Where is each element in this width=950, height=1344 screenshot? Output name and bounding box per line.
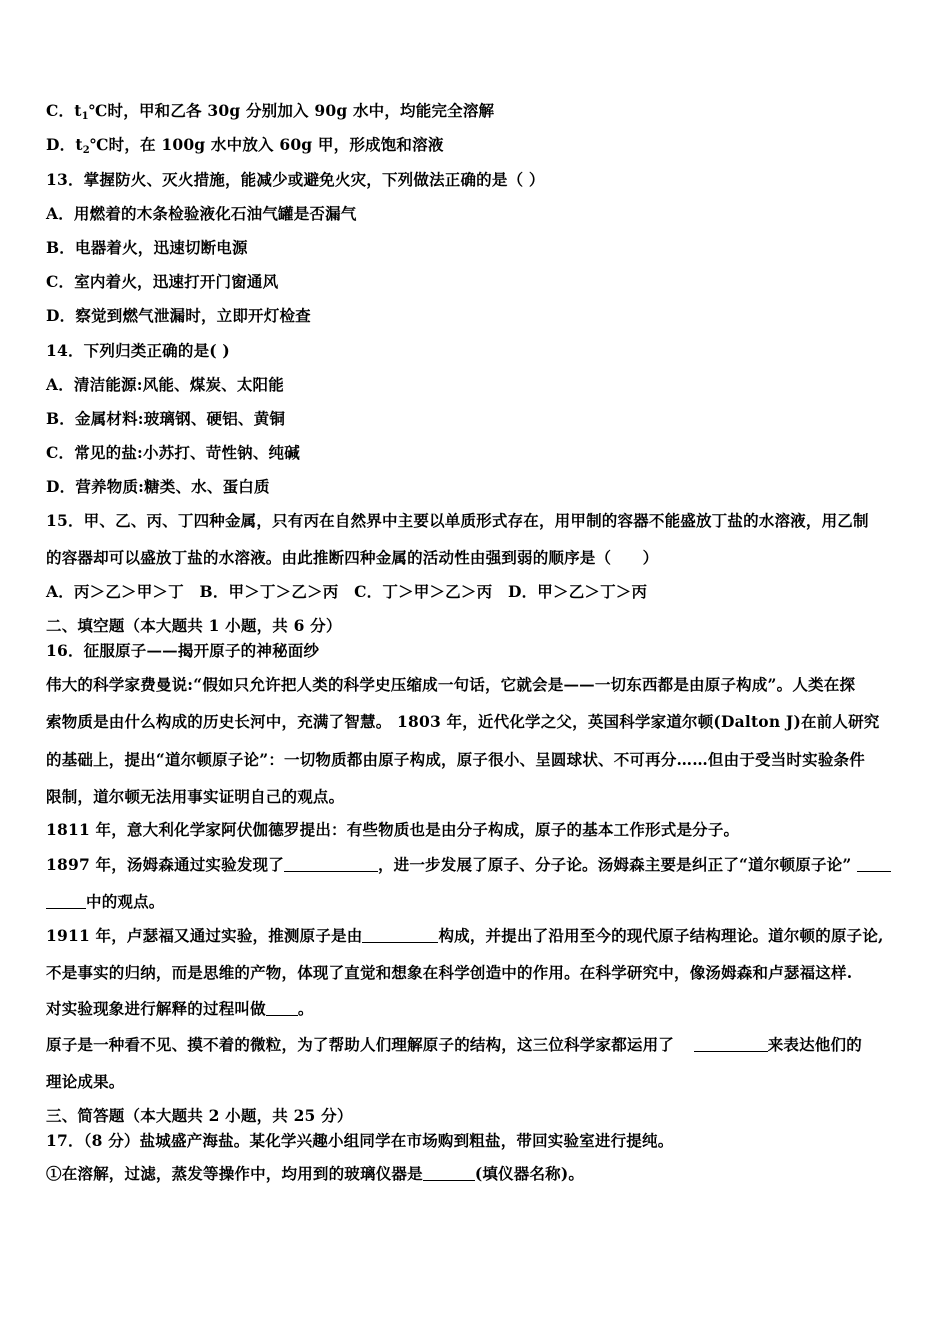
q16-p3-line2	[46, 892, 165, 912]
q16-p1-line1: 伟大的科学家费曼说:“假如只允许把人类的科学史压缩成一句话，它就会是——一切东西都是由原子构成”。人类在探	[46, 675, 856, 694]
answer-blank-3[interactable]	[362, 927, 438, 943]
q12-option-d-subscript: 2	[82, 145, 90, 156]
q16-p5-line2: 理论成果。	[46, 1072, 125, 1091]
answer-blank-5[interactable]	[694, 1036, 768, 1052]
q14-option-b: B．金属材料:玻璃钢、硬铝、黄铜	[46, 409, 286, 428]
q13-stem: 13．掌握防火、灭火措施，能减少或避免火灾，下列做法正确的是（ ）	[46, 170, 545, 189]
q12-option-c-text: ℃时，甲和乙各 30g 分别加入 90g 水中，均能完全溶解	[88, 101, 495, 120]
q13-option-c: C．室内着火，迅速打开门窗通风	[46, 272, 279, 291]
section2-heading: 二、填空题（本大题共 1 小题，共 6 分）	[46, 616, 342, 635]
q13-option-b: B．电器着火，迅速切断电源	[46, 238, 248, 257]
q13-option-a: A．用燃着的木条检验液化石油气罐是否漏气	[46, 204, 357, 223]
q16-p3-text-a: 1897 年，汤姆森通过实验发现了	[46, 855, 284, 874]
q12-option-d-text: ℃时，在 100g 水中放入 60g 甲，形成饱和溶液	[89, 135, 444, 154]
section3-heading: 三、简答题（本大题共 2 小题，共 25 分）	[46, 1106, 353, 1125]
q16-p5-text-b: 来表达他们的	[767, 1035, 862, 1054]
q16-p5-line1	[46, 1035, 862, 1055]
q14-option-d: D．营养物质:糖类、水、蛋白质	[46, 477, 270, 496]
answer-blank-4[interactable]	[266, 1000, 298, 1016]
q12-option-c-subscript: 1	[81, 111, 89, 122]
q17-part1-text-b: (填仪器名称)。	[474, 1164, 585, 1183]
q16-p4-text-a: 1911 年，卢瑟福又通过实验，推测原子是由	[46, 926, 363, 945]
answer-blank-1[interactable]	[284, 856, 378, 872]
q16-p1-line2: 索物质是由什么构成的历史长河中，充满了智慧。 1803 年，近代化学之父，英国科学家道尔顿(Dalton J)在前人研究	[46, 712, 880, 731]
q17-stem: 17．（8 分）盐城盛产海盐。某化学兴趣小组同学在市场购到粗盐，带回实验室进行提纯。	[46, 1131, 674, 1150]
q14-option-a: A．清洁能源:风能、煤炭、太阳能	[46, 375, 284, 394]
q13-option-d: D．察觉到燃气泄漏时，立即开灯检查	[46, 306, 311, 325]
q16-p4-line3	[46, 999, 314, 1019]
answer-blank-2b[interactable]	[46, 893, 86, 909]
q16-p3-text-c: 中的观点。	[86, 892, 165, 911]
answer-blank-6[interactable]	[423, 1165, 475, 1181]
q12-option-d	[46, 135, 444, 155]
q16-p5-text-a: 原子是一种看不见、摸不着的微粒，为了帮助人们理解原子的结构，这三位科学家都运用了	[46, 1035, 690, 1054]
q17-part1-text-a: ①在溶解，过滤，蒸发等操作中，均用到的玻璃仪器是	[46, 1164, 423, 1183]
q12-option-c-prefix: C．t	[46, 101, 82, 120]
q16-p2: 1811 年，意大利化学家阿伏伽德罗提出：有些物质也是由分子构成，原子的基本工作形式是分子。	[46, 820, 740, 839]
q12-option-c	[46, 101, 494, 121]
q16-p4-line1	[46, 926, 884, 946]
q16-p4-line2: 不是事实的归纳，而是思维的产物，体现了直觉和想象在科学创造中的作用。在科学研究中，像汤姆森和卢瑟福这样.	[46, 963, 853, 982]
q14-option-c: C．常见的盐:小苏打、苛性钠、纯碱	[46, 443, 300, 462]
q17-part1	[46, 1164, 584, 1184]
q15-stem-line2: 的容器却可以盛放丁盐的水溶液。由此推断四种金属的活动性由强到弱的顺序是（ ）	[46, 548, 659, 567]
q15-stem-line1: 15．甲、乙、丙、丁四种金属，只有丙在自然界中主要以单质形式存在，用甲制的容器不能盛放丁盐的水溶液，用乙制	[46, 511, 869, 530]
q16-p3-text-b: ，进一步发展了原子、分子论。汤姆森主要是纠正了“道尔顿原子论”	[377, 855, 852, 874]
q14-stem: 14．下列归类正确的是( )	[46, 341, 230, 360]
q16-p3-line1	[46, 855, 891, 875]
answer-blank-2a[interactable]	[857, 856, 891, 872]
q16-p1-line3: 的基础上，提出“道尔顿原子论”：一切物质都由原子构成，原子很小、呈圆球状、不可再分……但由于受当时实验条件	[46, 750, 865, 769]
q12-option-d-prefix: D．t	[46, 135, 83, 154]
q16-p1-line4: 限制，道尔顿无法用事实证明自己的观点。	[46, 787, 345, 806]
q16-p4-text-c: 对实验现象进行解释的过程叫做	[46, 999, 266, 1018]
q15-options: A．丙＞乙＞甲＞丁 B．甲＞丁＞乙＞丙 C．丁＞甲＞乙＞丙 D．甲＞乙＞丁＞丙	[46, 582, 648, 601]
q16-p4-text-b: 构成，并提出了沿用至今的现代原子结构理论。道尔顿的原子论,	[438, 926, 884, 945]
q16-title: 16．征服原子——揭开原子的神秘面纱	[46, 641, 320, 660]
q16-p4-text-d: 。	[297, 999, 314, 1018]
